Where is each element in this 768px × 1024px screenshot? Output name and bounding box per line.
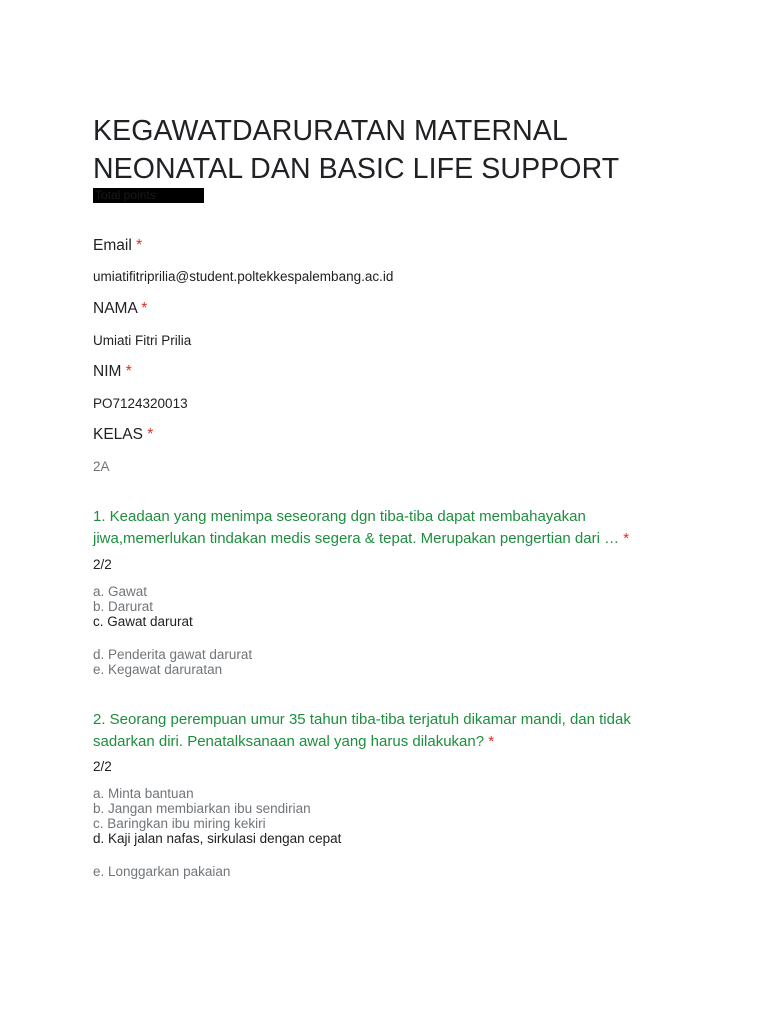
question-1-option-c-selected: c. Gawat darurat — [93, 614, 193, 629]
kelas-label: KELAS * — [93, 426, 154, 443]
required-mark: * — [488, 733, 495, 750]
question-1-option-a: a. Gawat — [93, 584, 148, 599]
required-mark: * — [623, 530, 630, 547]
required-mark: * — [125, 363, 132, 380]
nim-value: PO7124320013 — [93, 396, 188, 411]
required-mark: * — [147, 426, 154, 443]
question-1-text: 1. Keadaan yang menimpa seseorang dgn tiba-tiba dapat membahayakan jiwa,memerlukan tindakan medis segera & tepat. Merupakan pengertian dari … * — [93, 508, 630, 547]
question-2-option-e: e. Longgarkan pakaian — [93, 864, 231, 879]
question-1-option-e: e. Kegawat daruratan — [93, 662, 223, 677]
required-mark: * — [136, 237, 143, 254]
question-1-option-b: b. Darurat — [93, 599, 154, 614]
question-2-score: 2/2 — [93, 759, 112, 774]
email-value: umiatifitriprilia@student.poltekkespalembang.ac.id — [93, 269, 394, 284]
form-title — [93, 112, 733, 188]
question-1-option-d: d. Penderita gawat darurat — [93, 647, 253, 662]
question-2-option-b: b. Jangan membiarkan ibu sendirian — [93, 801, 311, 816]
question-2-text: 2. Seorang perempuan umur 35 tahun tiba-tiba terjatuh dikamar mandi, dan tidak sadarkan diri. Penatalksanaan awal yang harus dilakukan? * — [93, 711, 631, 750]
nama-value: Umiati Fitri Prilia — [93, 333, 192, 348]
question-1-score: 2/2 — [93, 557, 112, 572]
kelas-value: 2A — [93, 459, 110, 474]
required-mark: * — [141, 300, 148, 317]
email-label: Email * — [93, 237, 143, 254]
total-points-label: Total points — [95, 188, 156, 202]
question-2-option-d-selected: d. Kaji jalan nafas, sirkulasi dengan cepat — [93, 831, 342, 846]
total-points-bar — [93, 188, 204, 203]
nim-label: NIM * — [93, 363, 132, 380]
nama-label: NAMA * — [93, 300, 148, 317]
form-title-line-2: NEONATAL DAN BASIC LIFE SUPPORT — [93, 153, 620, 185]
form-title-line-1: KEGAWATDARURATAN MATERNAL — [93, 115, 568, 147]
question-2-option-a: a. Minta bantuan — [93, 786, 194, 801]
question-2-option-c: c. Baringkan ibu miring kekiri — [93, 816, 266, 831]
